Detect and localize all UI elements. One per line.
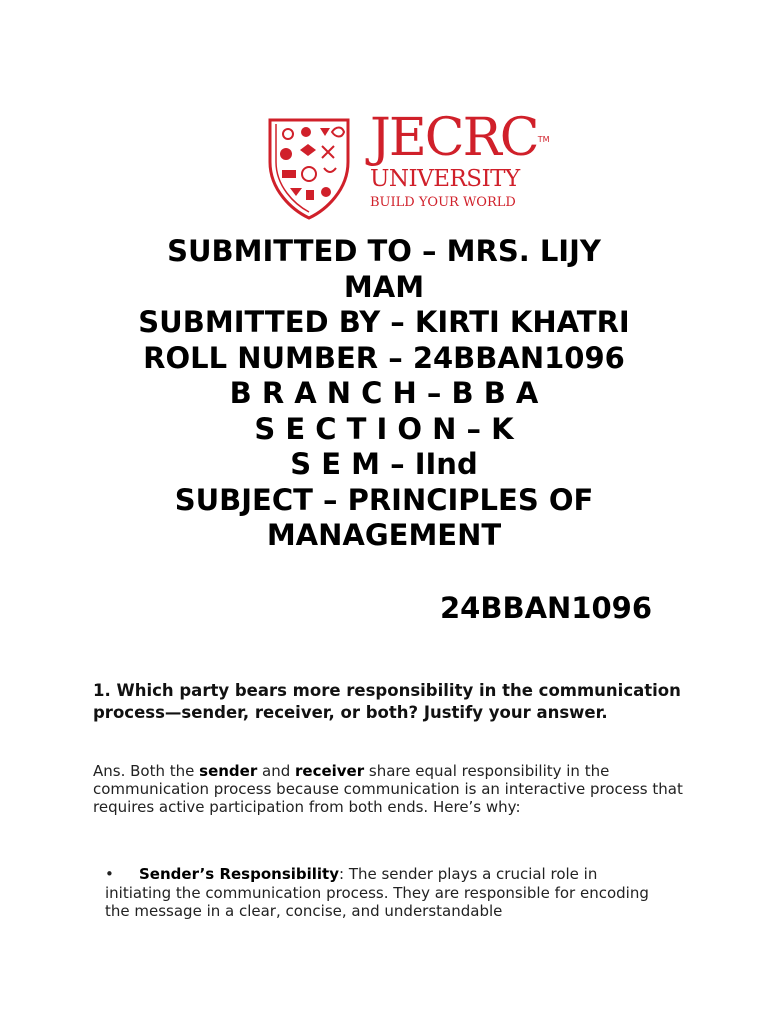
cover-line-branch: B R A N C H – B B A [229, 376, 539, 410]
answer-and: and [257, 762, 295, 780]
university-logo [266, 108, 550, 220]
logo-name [370, 108, 550, 168]
answer-body: share equal responsibility in the communication process because communication is an interactive process that requires active participation from both ends. Here’s why: [93, 762, 683, 816]
question-heading: 1. Which party bears more responsibility in the communication process—sender, receiver, or both? Justify your answer. [93, 681, 681, 722]
university-crest-icon [266, 116, 352, 220]
logo-tagline: BUILD YOUR WORLD [370, 195, 516, 210]
cover-line-semester: S E M – IInd [290, 447, 478, 481]
logo-subtitle: UNIVERSITY [370, 166, 520, 192]
answer-prefix: Ans. Both the [93, 762, 200, 780]
logo-wordmark [370, 108, 550, 211]
cover-line-submitted-to: SUBMITTED TO – MRS. LIJY [167, 234, 601, 268]
bullet-item-sender [105, 865, 665, 921]
cover-line-subject-cont: MANAGEMENT [266, 518, 502, 552]
bullet-marker: • [105, 865, 114, 883]
bullet-title: Sender’s Responsibility [139, 865, 339, 883]
answer-paragraph [93, 762, 683, 816]
cover-line-subject: SUBJECT – PRINCIPLES OF [174, 482, 594, 517]
cover-line-section: S E C T I O N – K [254, 411, 514, 446]
answer-sender-term: sender [199, 762, 258, 780]
roll-code: 24BBAN1096 [440, 591, 652, 625]
cover-details [60, 234, 708, 554]
trademark-mark: TM [537, 135, 550, 144]
logo-name-text: JECRC [370, 108, 538, 168]
cover-line-roll-number: ROLL NUMBER – 24BBAN1096 [143, 340, 625, 375]
cover-line-submitted-to-cont: MAM [343, 269, 425, 304]
bullet-text: : The sender plays a crucial role in initiating the communication process. They are responsible for encoding the message in a clear, concise, and understandable [105, 865, 649, 920]
answer-receiver-term: receiver [295, 762, 365, 780]
cover-line-submitted-by: SUBMITTED BY – KIRTI KHATRI [138, 305, 630, 339]
